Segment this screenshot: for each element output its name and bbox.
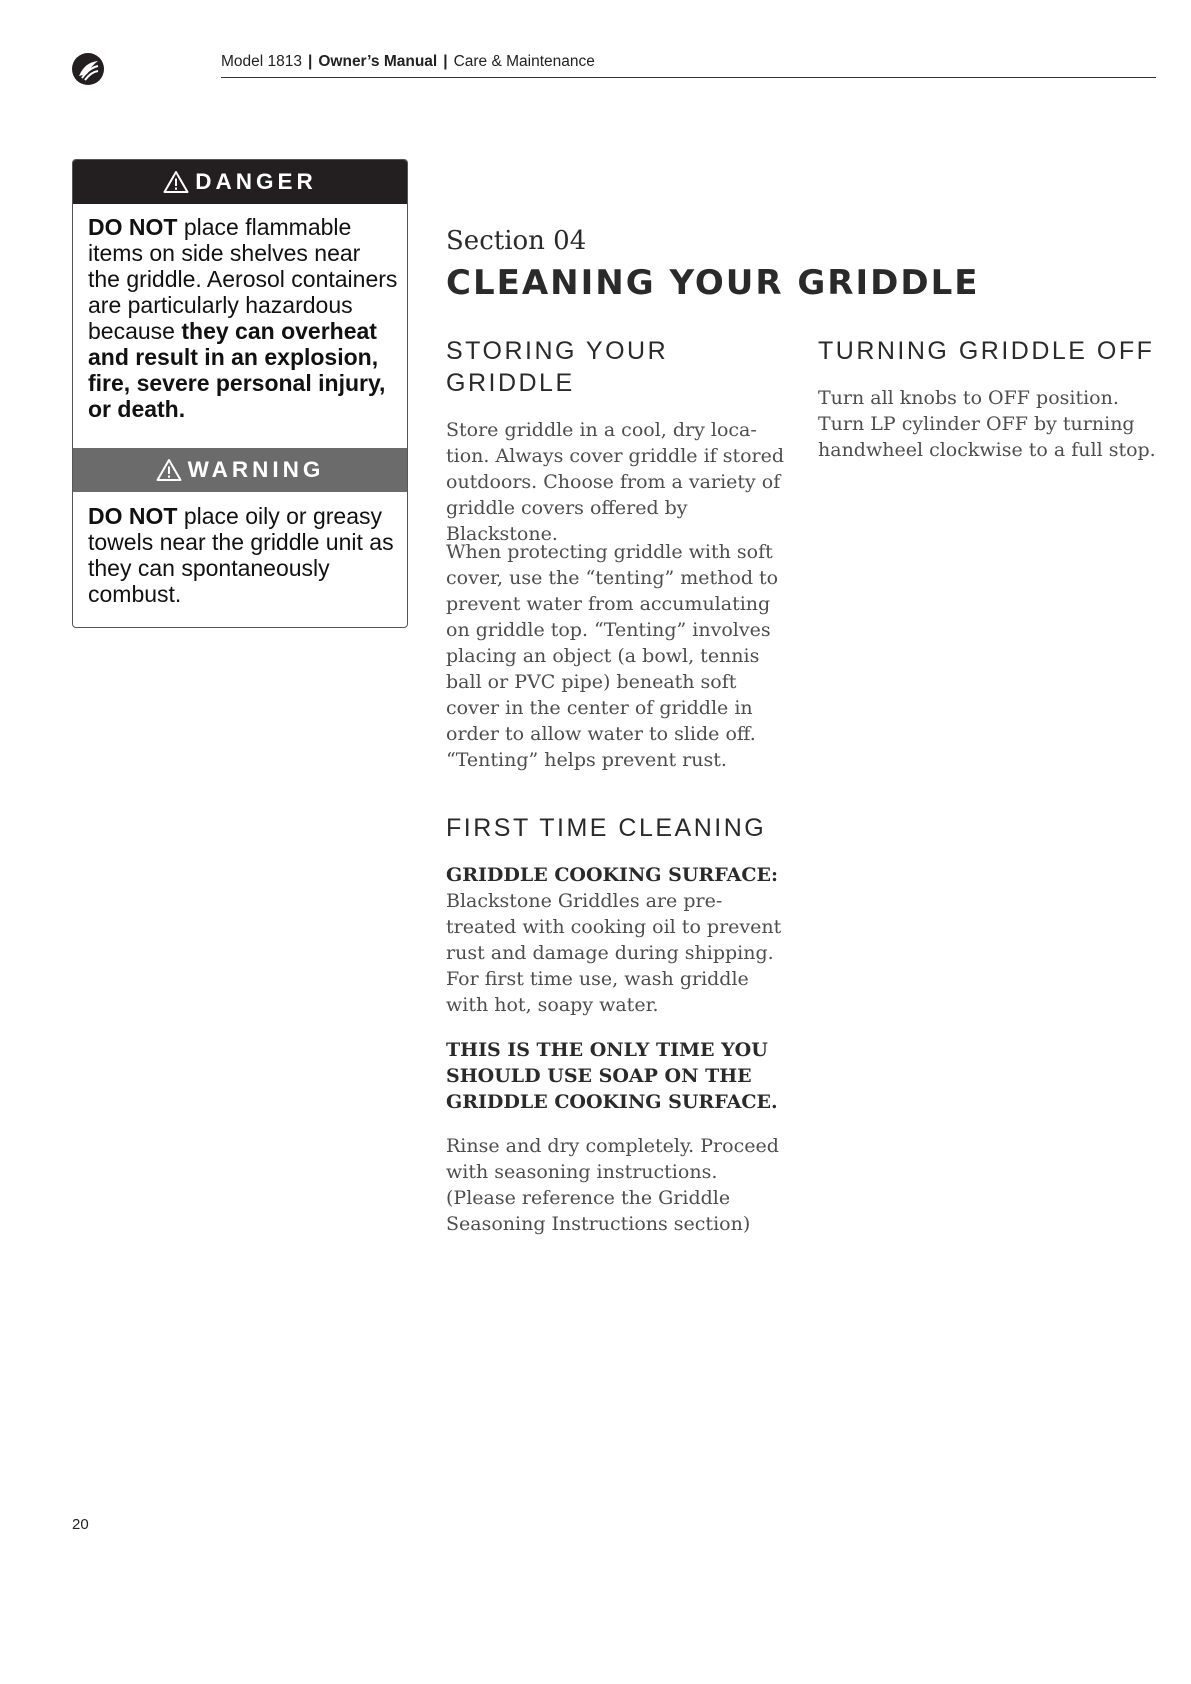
surface-label: GRIDDLE COOKING SURFACE: [446,864,778,886]
warning-banner [73,448,407,492]
header-manual: Owner’s Manual [318,53,438,70]
warning-triangle-icon [163,170,189,194]
storing-heading: STORING YOUR GRIDDLE [446,337,669,397]
first-time-paragraph-1 [446,862,790,1018]
section-number: Section 04 [446,226,587,256]
brand-logo-icon [71,52,105,86]
turning-off-paragraph: Turn all knobs to OFF position. Turn LP cylinder OFF by turning handwheel clockwise to a full stop. [818,387,1156,461]
header-section: Care & Maintenance [453,53,595,70]
warning-body: place oily or greasy towels near the griddle unit as they can spontaneously combust. [88,503,394,607]
danger-body: place flammable items on side shelves near the griddle. Aerosol containers are particularly hazardous because [88,214,398,344]
danger-banner [73,160,407,204]
first-time-paragraph-2: Rinse and dry completely. Proceed with seasoning instructions. (Please reference the Griddle Seasoning Instructions section) [446,1135,779,1235]
page-title: CLEANING YOUR GRIDDLE [446,263,980,303]
danger-strong-lead: DO NOT [88,214,178,240]
danger-message [88,214,398,422]
page-number: 20 [72,1516,89,1533]
turning-off-heading: TURNING GRIDDLE OFF [818,337,1155,365]
page-header: Model 1813 | Owner’s Manual | Care & Maintenance [221,53,595,70]
warning-label: WARNING [187,457,325,482]
soap-warning-text: THIS IS THE ONLY TIME YOU SHOULD USE SOAP ON THE GRIDDLE COOKING SURFACE. [446,1039,778,1113]
header-model: Model 1813 [221,53,303,70]
warning-message [88,503,398,607]
danger-label: DANGER [195,169,317,194]
soap-warning [446,1037,790,1115]
warning-triangle-icon [156,458,182,482]
storing-paragraph-1: Store griddle in a cool, dry location. Always cover griddle if stored outdoors. Choose from a variety of griddle covers offered by Blackstone. [446,419,785,545]
first-time-heading: FIRST TIME CLEANING [446,814,767,842]
danger-strong-tail: they can overheat and result in an explosion, fire, severe personal injury, or death. [88,318,386,422]
header-divider [221,77,1156,78]
storing-paragraph-2: When protecting griddle with soft cover, use the “tenting” method to prevent water from accumulating on griddle top. “Tenting” involves placing an object (a bowl, tennis ball or PVC pipe) beneath soft cover in the center of griddle in order to allow water to slide off. “Tenting” helps prevent rust. [446,541,779,771]
surface-text: Blackstone Griddles are pre-treated with cooking oil to prevent rust and damage during shipping. For first time use, wash griddle with hot, soapy water. [446,890,782,1016]
warning-strong-lead: DO NOT [88,503,178,529]
safety-alert-box [72,159,408,628]
